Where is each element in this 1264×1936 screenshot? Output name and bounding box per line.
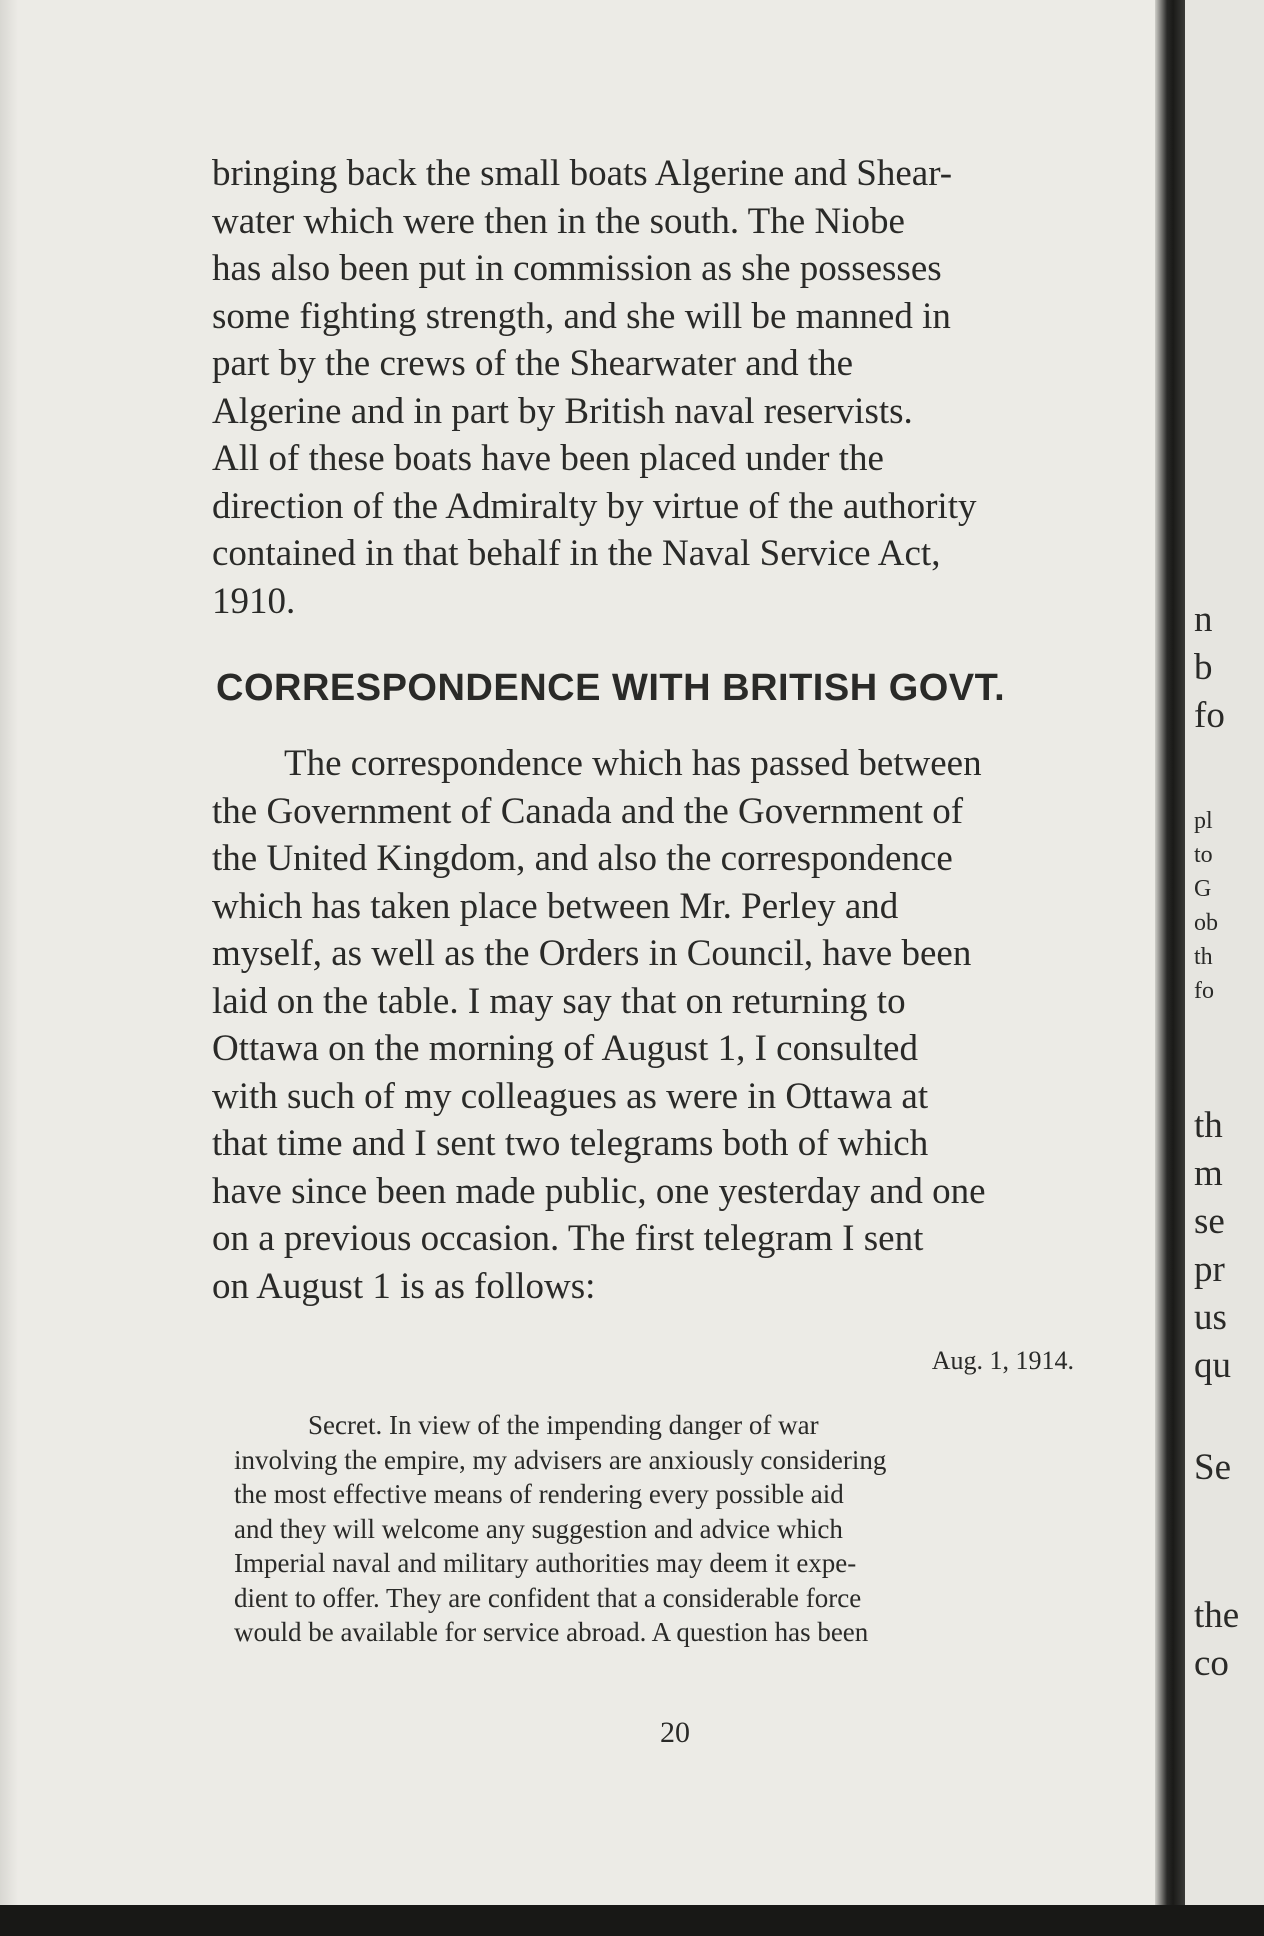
text-line: on a previous occasion. The first telegram I sent	[212, 1218, 924, 1259]
text-line: have since been made public, one yesterday and one	[212, 1170, 986, 1212]
text-column	[212, 150, 1102, 1650]
facing-text-fragment: th	[1194, 1105, 1223, 1146]
text-line: dient to offer. They are confident that a considerable force	[234, 1582, 862, 1613]
text-line: 1910.	[212, 580, 296, 622]
text-line: laid on the table. I may say that on returning to	[212, 980, 906, 1022]
text-line: All of these boats have been placed under the	[212, 438, 884, 479]
page-edge-shadow	[0, 0, 18, 1936]
text-line: The correspondence which has passed between	[284, 743, 982, 784]
page-number: 20	[660, 1716, 690, 1749]
text-line: Algerine and in part by British naval reservists.	[212, 390, 913, 432]
text-line: some fighting strength, and she will be manned in	[212, 295, 951, 337]
text-line: which has taken place between Mr. Perley and	[212, 885, 899, 927]
text-line: that time and I sent two telegrams both of which	[212, 1123, 929, 1164]
facing-text-fragment: m	[1194, 1153, 1223, 1194]
facing-text-fragment: pl	[1194, 808, 1213, 834]
text-line: has also been put in commission as she possesses	[212, 248, 942, 289]
text-line: Secret. In view of the impending danger of war	[308, 1410, 819, 1440]
facing-text-fragment: pr	[1194, 1249, 1225, 1290]
text-line: and they will welcome any suggestion and advice which	[234, 1513, 843, 1544]
text-line: Imperial naval and military authorities may deem it expe-	[234, 1548, 857, 1578]
text-line: would be available for service abroad. A question has been	[234, 1617, 869, 1647]
text-line: involving the empire, my advisers are anxiously considering	[234, 1444, 887, 1475]
book-gutter	[1155, 0, 1185, 1936]
text-line: part by the crews of the Shearwater and the	[212, 343, 854, 384]
text-line: myself, as well as the Orders in Council, have been	[212, 933, 972, 974]
text-line: with such of my colleagues as were in Ottawa at	[212, 1075, 929, 1117]
telegram-date: Aug. 1, 1914.	[931, 1346, 1074, 1375]
facing-text-fragment: qu	[1194, 1345, 1231, 1386]
facing-text-fragment: b	[1194, 647, 1213, 688]
facing-text-fragment: ob	[1194, 910, 1218, 936]
text-line: water which were then in the south. The Niobe	[212, 200, 905, 242]
text-line: the Government of Canada and the Government of	[212, 790, 964, 832]
facing-text-fragment: fo	[1194, 978, 1214, 1004]
paragraph-correspondence	[212, 740, 1102, 1310]
facing-text-fragment: se	[1194, 1201, 1225, 1242]
text-line: on August 1 is as follows:	[212, 1265, 596, 1307]
facing-text-fragment: us	[1194, 1297, 1227, 1338]
text-line: bringing back the small boats Algerine and Shear-	[212, 153, 953, 194]
scan-border	[0, 1905, 1264, 1936]
facing-text-fragment: fo	[1194, 695, 1225, 736]
paragraph-naval-boats	[212, 150, 1102, 625]
telegram-text	[234, 1408, 1102, 1650]
facing-text-fragment: Se	[1194, 1447, 1231, 1488]
text-line: direction of the Admiralty by virtue of the authority	[212, 485, 977, 527]
text-line: the most effective means of rendering every possible aid	[234, 1479, 844, 1509]
text-line: the United Kingdom, and also the correspondence	[212, 838, 953, 879]
facing-text-fragment: n	[1194, 599, 1213, 640]
facing-text-fragment: G	[1194, 876, 1212, 902]
facing-text-fragment: to	[1194, 842, 1213, 868]
facing-text-fragment: th	[1194, 944, 1213, 970]
text-line: contained in that behalf in the Naval Service Act,	[212, 533, 941, 574]
facing-text-fragment: co	[1194, 1643, 1229, 1684]
facing-text-fragment: the	[1194, 1595, 1240, 1636]
section-heading: CORRESPONDENCE WITH BRITISH GOVT.	[216, 667, 1006, 709]
text-line: Ottawa on the morning of August 1, I consulted	[212, 1028, 918, 1069]
